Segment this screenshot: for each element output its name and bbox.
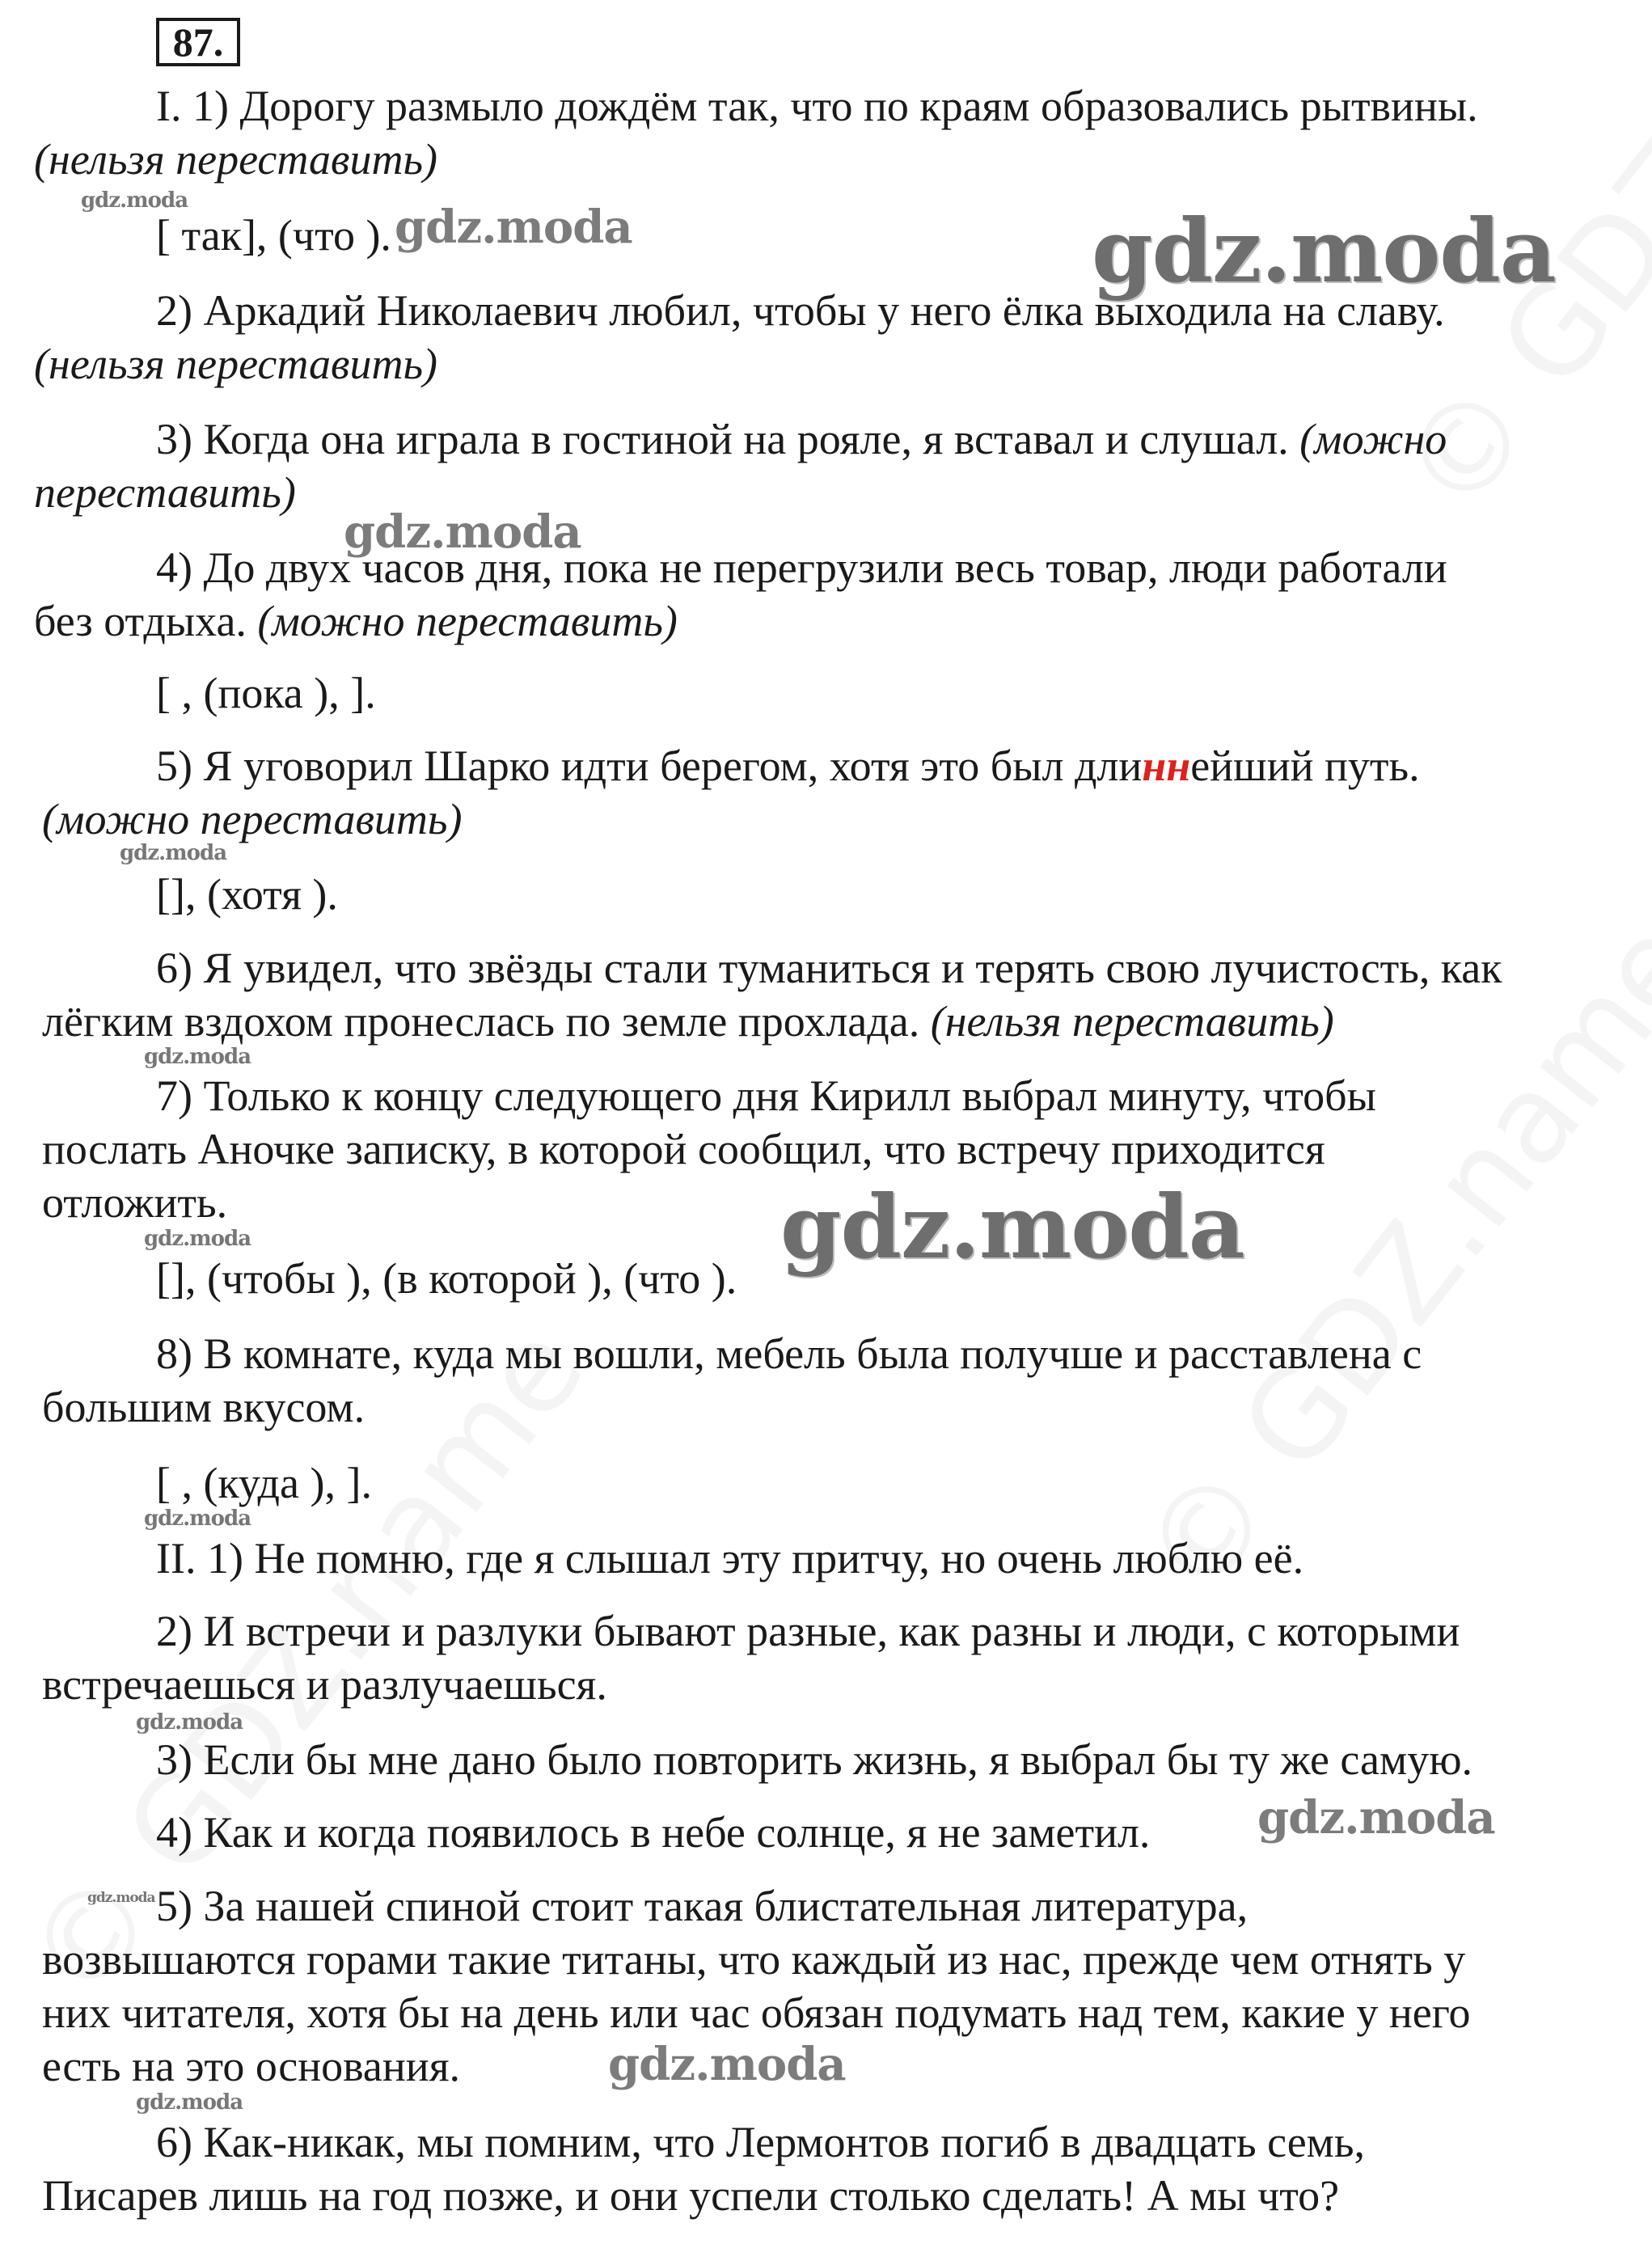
sentence-2-5-line3: них читателя, хотя бы на день или час обязан подумать над тем, какие у него (42, 1988, 1471, 2037)
watermark-logo: gdz.moda (780, 1177, 1244, 1278)
watermark-logo: gdz.moda (144, 1045, 251, 1069)
note-1-3b: переставить) (34, 468, 296, 517)
sentence-1-5-before: 5) Я уговорил Шарко идти берегом, хотя это был дли (156, 742, 1143, 790)
scheme-1-1: [ так], (что ). (156, 211, 391, 260)
sentence-2-5-line4: есть на это основания. (42, 2042, 461, 2090)
watermark-logo: gdz.moda (608, 2038, 846, 2091)
sentence-2-5-line2: возвышаются горами такие титаны, что каждый из нас, прежде чем отнять у (42, 1935, 1466, 1984)
note-1-5: (можно переставить) (42, 795, 463, 843)
sentence-2-2-line2: встречаешься и разлучаешься. (42, 1660, 607, 1709)
watermark-logo: gdz.moda (81, 188, 188, 213)
sentence-2-6-line2: Писарев лишь на год позже, и они успели столько сделать! А мы что? (42, 2171, 1340, 2220)
note-1-1: (нельзя переставить) (34, 135, 438, 184)
sentence-2-5-line1: 5) За нашей спиной стоит такая блистательная литература, (156, 1882, 1249, 1930)
sentence-2-2-line1: 2) И встречи и разлуки бывают разные, как разны и люди, с которыми (156, 1607, 1460, 1655)
sentence-1-5-after: ейший путь. (1190, 742, 1420, 790)
sentence-2-3: 3) Если бы мне дано было повторить жизнь, я выбрал бы ту же самую. (156, 1735, 1473, 1784)
note-1-3a: (можно (1299, 415, 1447, 463)
watermark-logo: gdz.moda (344, 505, 581, 559)
sentence-1-6-line2 (42, 998, 1334, 1046)
watermark-logo: gdz.moda (87, 1890, 155, 1906)
scheme-1-8: [ , (куда ), ]. (156, 1459, 372, 1507)
sentence-1-3-text: 3) Когда она играла в гостиной на рояле, я вставал и слушал. (156, 415, 1289, 463)
watermark-logo: gdz.moda (395, 201, 632, 254)
note-1-6: (нельзя переставить) (930, 997, 1334, 1046)
sentence-1-6-text: лёгким вздохом пронеслась по земле прохлада. (42, 997, 920, 1046)
sentence-1-4-text: без отдыха. (34, 597, 247, 645)
watermark-logo: gdz.moda (144, 1506, 251, 1531)
watermark-logo: gdz.moda (1092, 201, 1556, 302)
watermark-logo: gdz.moda (136, 1710, 243, 1735)
exercise-number: 87. (156, 18, 240, 66)
sentence-1-4-line2 (34, 598, 678, 645)
sentence-1-3 (156, 416, 1447, 463)
sentence-1-8-line2: большим вкусом. (42, 1383, 365, 1431)
sentence-1-2: 2) Аркадий Николаевич любил, чтобы у него ёлка выходила на славу. (156, 286, 1445, 335)
watermark-logo: gdz.moda (144, 1227, 251, 1251)
scheme-1-7: [], (чтобы ), (в которой ), (что ). (156, 1254, 737, 1303)
sentence-2-6-line1: 6) Как-никак, мы помним, что Лермонтов погиб в двадцать семь, (156, 2118, 1365, 2166)
sentence-1-4-line1: 4) До двух часов дня, пока не перегрузили весь товар, люди работали (156, 543, 1447, 592)
sentence-2-1: II. 1) Не помню, где я слышал эту притчу, но очень люблю её. (156, 1534, 1304, 1583)
sentence-1-6-line1: 6) Я увидел, что звёзды стали туманиться и терять свою лучистость, как (156, 944, 1502, 992)
sentence-2-4: 4) Как и когда появилось в небе солнце, я не заметил. (156, 1808, 1151, 1857)
watermark-logo: gdz.moda (136, 2090, 243, 2115)
sentence-1-1: I. 1) Дорогу размыло дождём так, что по краям образовались рытвины. (156, 82, 1478, 130)
sentence-1-7-line2: послать Аночке записку, в которой сообщил, что встречу приходится (42, 1125, 1325, 1173)
sentence-1-5 (156, 742, 1420, 790)
sentence-1-7-line3: отложить. (42, 1178, 228, 1227)
watermark-logo: gdz.moda (1257, 1791, 1495, 1845)
sentence-1-7-line1: 7) Только к концу следующего дня Кирилл выбрал минуту, чтобы (156, 1071, 1376, 1120)
scheme-1-5: [], (хотя ). (156, 870, 338, 919)
note-1-2: (нельзя переставить) (34, 340, 438, 388)
scheme-1-4: [ , (пока ), ]. (156, 669, 376, 717)
watermark-logo: gdz.moda (120, 841, 227, 865)
spelling-highlight: нн (1142, 742, 1191, 790)
sentence-1-8-line1: 8) В комнате, куда мы вошли, мебель была получше и расставлена с (156, 1329, 1422, 1378)
note-1-4: (можно переставить) (257, 597, 678, 645)
